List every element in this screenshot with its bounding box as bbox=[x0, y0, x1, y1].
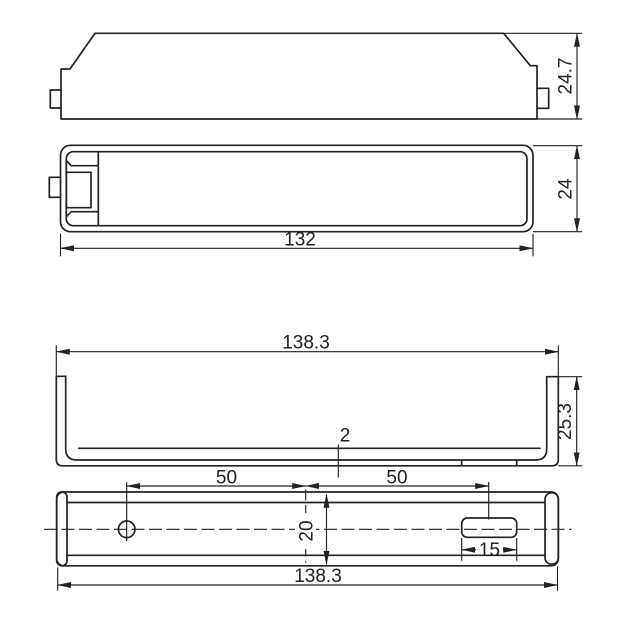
housing-top-view bbox=[50, 33, 582, 119]
dim-label-housing-front-height: 24 bbox=[555, 178, 577, 200]
dim-label-bracket-thickness: 2 bbox=[339, 425, 351, 447]
housing-front-outer bbox=[61, 145, 534, 231]
bracket-outer-contour bbox=[56, 376, 558, 466]
mounting-slot bbox=[462, 518, 517, 537]
dim-label-slot-width: 15 bbox=[478, 539, 501, 561]
housing-front-view bbox=[49, 145, 582, 256]
dim-label-housing-top-height: 24.7 bbox=[555, 57, 577, 95]
dim-label-center-to-slot: 50 bbox=[386, 467, 408, 489]
dim-label-bracket-depth: 20 bbox=[296, 520, 318, 542]
dim-label-bracket-width-top: 138.3 bbox=[282, 332, 330, 354]
housing-front-left-clip bbox=[49, 177, 60, 197]
housing-top-outline bbox=[61, 33, 537, 119]
housing-top-right-clip bbox=[537, 88, 549, 108]
bracket-front-view bbox=[56, 333, 582, 478]
housing-front-switch-block bbox=[66, 172, 91, 207]
bracket-plan-right-cap bbox=[545, 493, 558, 564]
housing-front-lower-ledge bbox=[66, 212, 98, 217]
dim-label-hole-to-center: 50 bbox=[215, 467, 238, 489]
housing-front-inner bbox=[66, 152, 527, 226]
bracket-inner-contour bbox=[66, 376, 547, 460]
dim-label-bracket-height: 25.3 bbox=[555, 403, 576, 440]
dim-label-housing-width: 132 bbox=[284, 229, 316, 251]
dim-label-bracket-width-bottom: 138.3 bbox=[294, 566, 342, 587]
housing-front-upper-ledge bbox=[66, 161, 98, 166]
housing-top-left-clip bbox=[50, 90, 61, 108]
bracket-plan-view bbox=[44, 468, 572, 591]
